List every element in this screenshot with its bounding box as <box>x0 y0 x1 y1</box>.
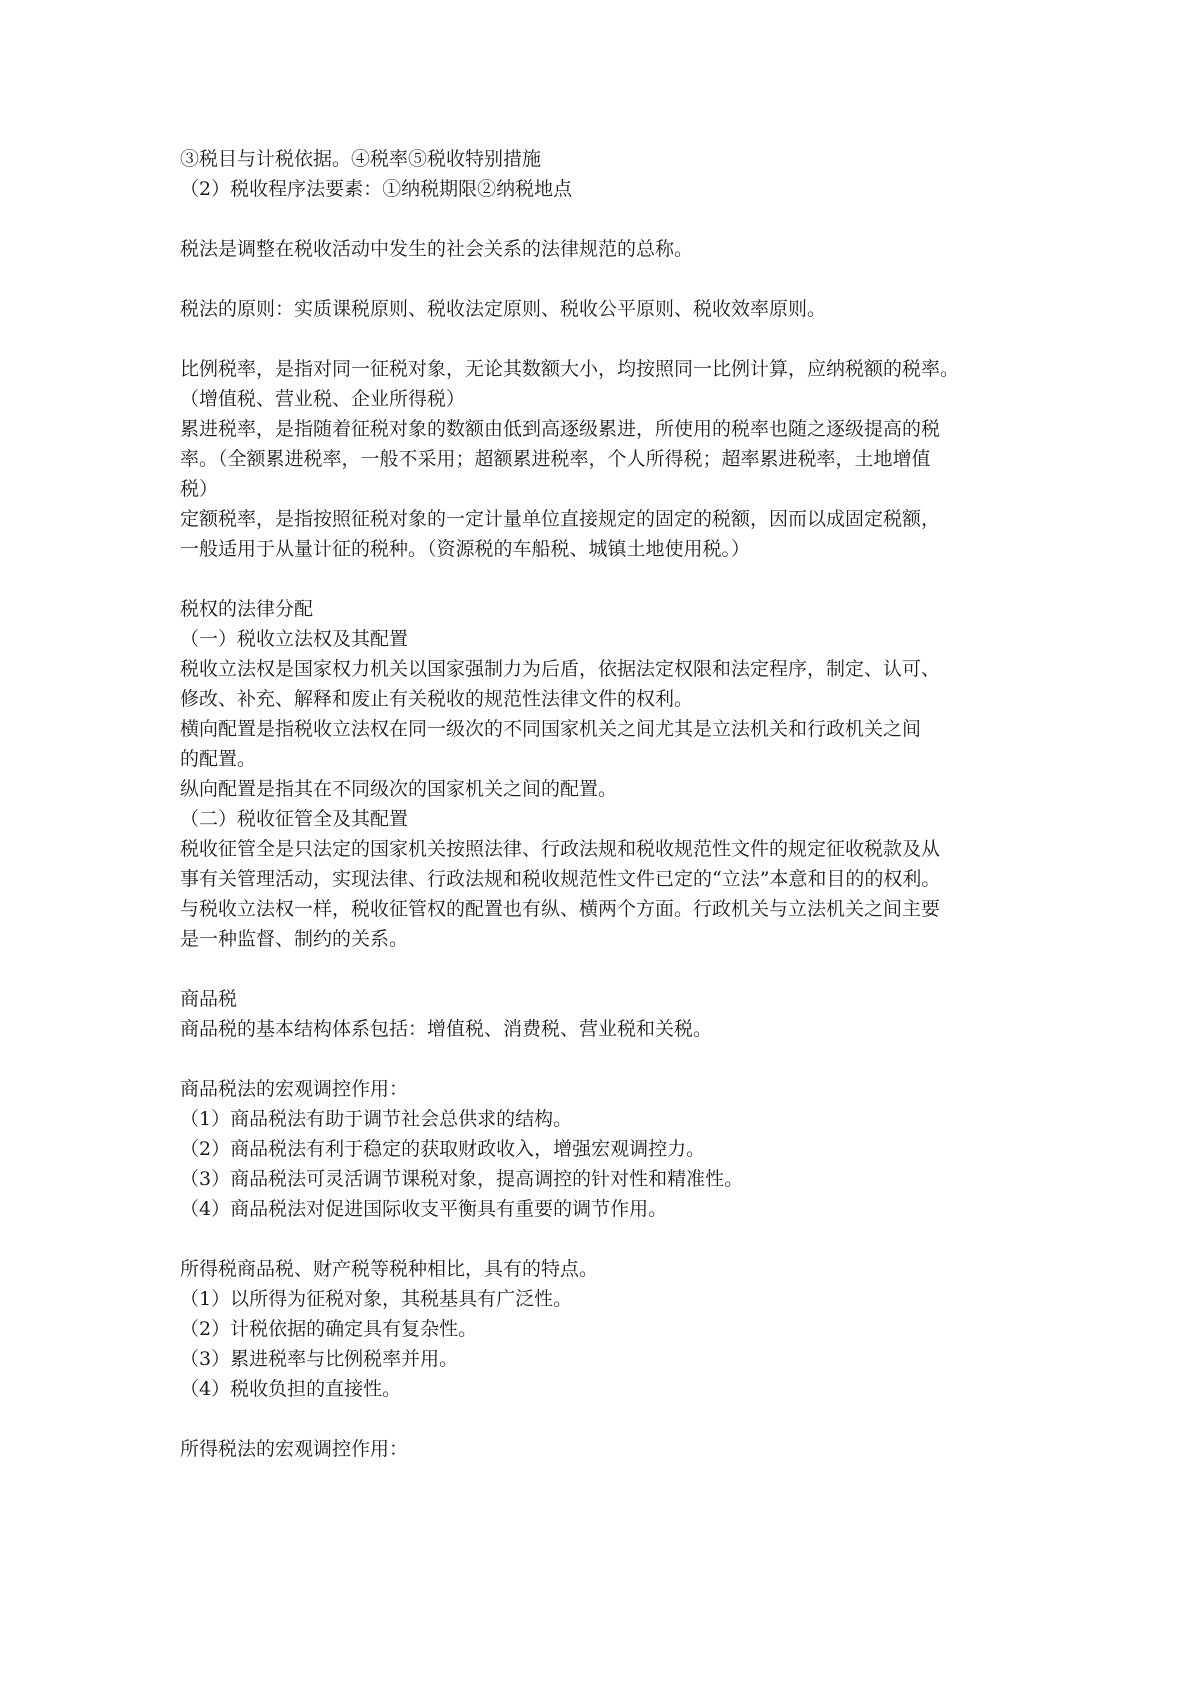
text-line: （2）计税依据的确定具有复杂性。 <box>180 1318 478 1340</box>
section-heading: 商品税 <box>180 988 238 1010</box>
text-line: （3）商品税法可灵活调节课税对象，提高调控的针对性和精准性。 <box>180 1168 744 1190</box>
text-line: 税法的原则：实质课税原则、税收法定原则、税收公平原则、税收效率原则。 <box>180 298 827 320</box>
text-line: （4）商品税法对促进国际收支平衡具有重要的调节作用。 <box>180 1198 668 1220</box>
text-line: （2）税收程序法要素：①纳税期限②纳税地点 <box>180 178 573 200</box>
blank-line <box>180 954 1020 984</box>
text-line: 的配置。 <box>180 748 257 770</box>
blank-line <box>180 1404 1020 1434</box>
text-line: 与税收立法权一样，税收征管权的配置也有纵、横两个方面。行政机关与立法机关之间主要 <box>180 898 941 920</box>
text-line: （增值税、营业税、企业所得税） <box>180 388 466 410</box>
blank-line <box>180 264 1020 294</box>
text-line: 税法是调整在税收活动中发生的社会关系的法律规范的总称。 <box>180 238 694 260</box>
text-line: （4）税收负担的直接性。 <box>180 1378 402 1400</box>
blank-line <box>180 1224 1020 1254</box>
section-heading: 税权的法律分配 <box>180 598 314 620</box>
text-line: 所得税商品税、财产税等税种相比，具有的特点。 <box>180 1258 599 1280</box>
blank-line <box>180 564 1020 594</box>
text-line: 纵向配置是指其在不同级次的国家机关之间的配置。 <box>180 778 618 800</box>
text-line: （2）商品税法有利于稳定的获取财政收入，增强宏观调控力。 <box>180 1138 706 1160</box>
document-body <box>180 144 1020 1464</box>
text-line: 累进税率，是指随着征税对象的数额由低到高逐级累进，所使用的税率也随之逐级提高的税 <box>180 418 941 440</box>
text-line: （一）税收立法权及其配置 <box>180 628 409 650</box>
blank-line <box>180 324 1020 354</box>
blank-line <box>180 1044 1020 1074</box>
text-line: （1）商品税法有助于调节社会总供求的结构。 <box>180 1108 573 1130</box>
text-line: （1）以所得为征税对象，其税基具有广泛性。 <box>180 1288 573 1310</box>
text-line: 定额税率，是指按照征税对象的一定计量单位直接规定的固定的税额，因而以成固定税额， <box>180 508 941 530</box>
text-line: （3）累进税率与比例税率并用。 <box>180 1348 459 1370</box>
text-line: 所得税法的宏观调控作用： <box>180 1438 409 1460</box>
text-line: 是一种监督、制约的关系。 <box>180 928 409 950</box>
text-line: 商品税法的宏观调控作用： <box>180 1078 409 1100</box>
text-line: 一般适用于从量计征的税种。（资源税的车船税、城镇土地使用税。） <box>180 538 751 560</box>
text-line: ③税目与计税依据。④税率⑤税收特别措施 <box>180 148 542 170</box>
text-line: 税收征管全是只法定的国家机关按照法律、行政法规和税收规范性文件的规定征收税款及从 <box>180 838 941 860</box>
text-line: 事有关管理活动，实现法律、行政法规和税收规范性文件已定的“立法”本意和目的的权利。 <box>180 868 941 890</box>
text-line: 税收立法权是国家权力机关以国家强制力为后盾，依据法定权限和法定程序，制定、认可、 <box>180 658 941 680</box>
text-line: 税） <box>180 478 219 500</box>
text-line: 比例税率，是指对同一征税对象，无论其数额大小，均按照同一比例计算，应纳税额的税率。 <box>180 358 960 380</box>
text-line: 修改、补充、解释和废止有关税收的规范性法律文件的权利。 <box>180 688 694 710</box>
text-line: 横向配置是指税收立法权在同一级次的不同国家机关之间尤其是立法机关和行政机关之间 <box>180 718 922 740</box>
text-line: 商品税的基本结构体系包括：增值税、消费税、营业税和关税。 <box>180 1018 713 1040</box>
text-line: 率。（全额累进税率，一般不采用；超额累进税率，个人所得税；超率累进税率，土地增值 <box>180 448 931 470</box>
text-line: （二）税收征管全及其配置 <box>180 808 409 830</box>
blank-line <box>180 204 1020 234</box>
